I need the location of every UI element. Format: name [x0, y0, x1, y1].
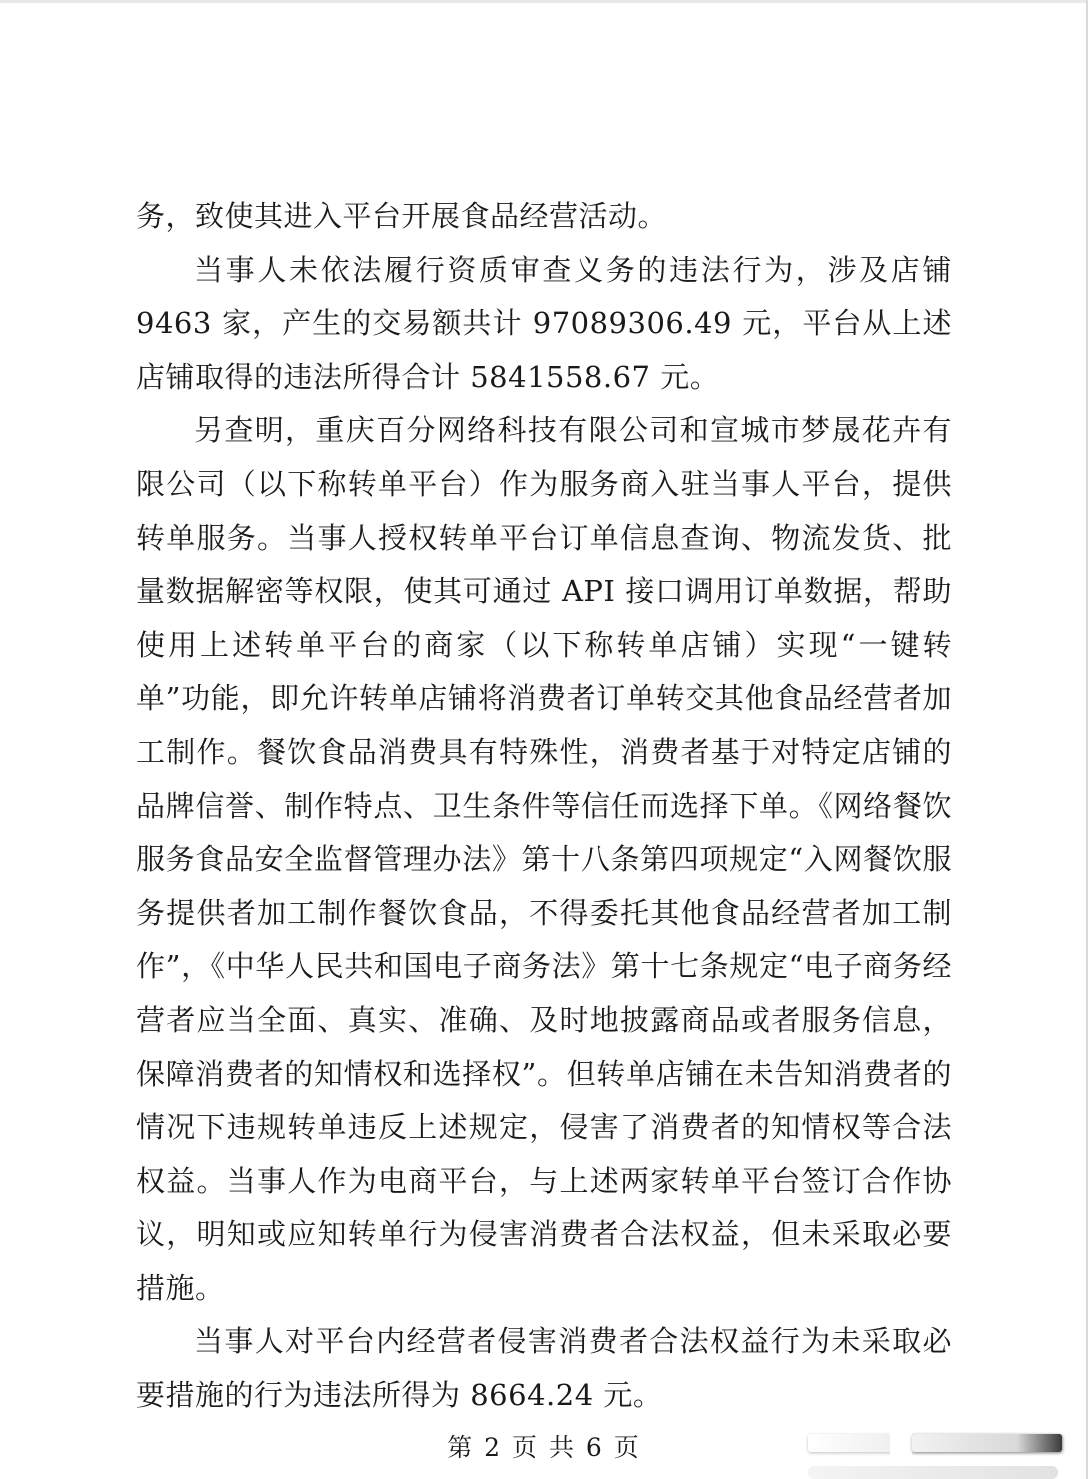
paragraph-illegal-income: 当事人对平台内经营者侵害消费者合法权益行为未采取必要措施的行为违法所得为 8664.24 元。	[136, 1324, 952, 1413]
watermark-strip	[808, 1466, 1058, 1479]
paragraph-violation-summary: 当事人未依法履行资质审查义务的违法行为，涉及店铺 9463 家，产生的交易额共计 97089306.49 元，平台从上述店铺取得的违法所得合计 5841558.67 元。	[136, 252, 952, 394]
page-top-edge	[0, 0, 1088, 3]
scroll-overlay-bar-right	[912, 1434, 1062, 1452]
page-number-footer: 第 2 页 共 6 页	[447, 1433, 641, 1462]
document-body	[136, 190, 952, 1423]
overlay-gap	[890, 1430, 912, 1456]
paragraph-continuation: 务，致使其进入平台开展食品经营活动。	[136, 199, 668, 233]
paragraph-transfer-platform-findings: 另查明，重庆百分网络科技有限公司和宣城市梦晟花卉有限公司（以下称转单平台）作为服务商入驻当事人平台，提供转单服务。当事人授权转单平台订单信息查询、物流发货、批量数据解密等权限，使其可通过 API 接口调用订单数据，帮助使用上述转单平台的商家（以下称转单店铺）实现“一键转单”功能，即允许转单店铺将消费者订单转交其他食品经营者加工制作。餐饮食品消费具有特殊性，消费者基于对特定店铺的品牌信誉、制作特点、卫生条件等信任而选择下单。《网络餐饮服务食品安全监督管理办法》第十八条第四项规定“入网餐饮服务提供者加工制作餐饮食品，不得委托其他食品经营者加工制作”，《中华人民共和国电子商务法》第十七条规定“电子商务经营者应当全面、真实、准确、及时地披露商品或者服务信息，保障消费者的知情权和选择权”。但转单店铺在未告知消费者的情况下违规转单违反上述规定，侵害了消费者的知情权等合法权益。当事人作为电商平台，与上述两家转单平台签订合作协议，明知或应知转单行为侵害消费者合法权益，但未采取必要措施。	[136, 413, 952, 1305]
